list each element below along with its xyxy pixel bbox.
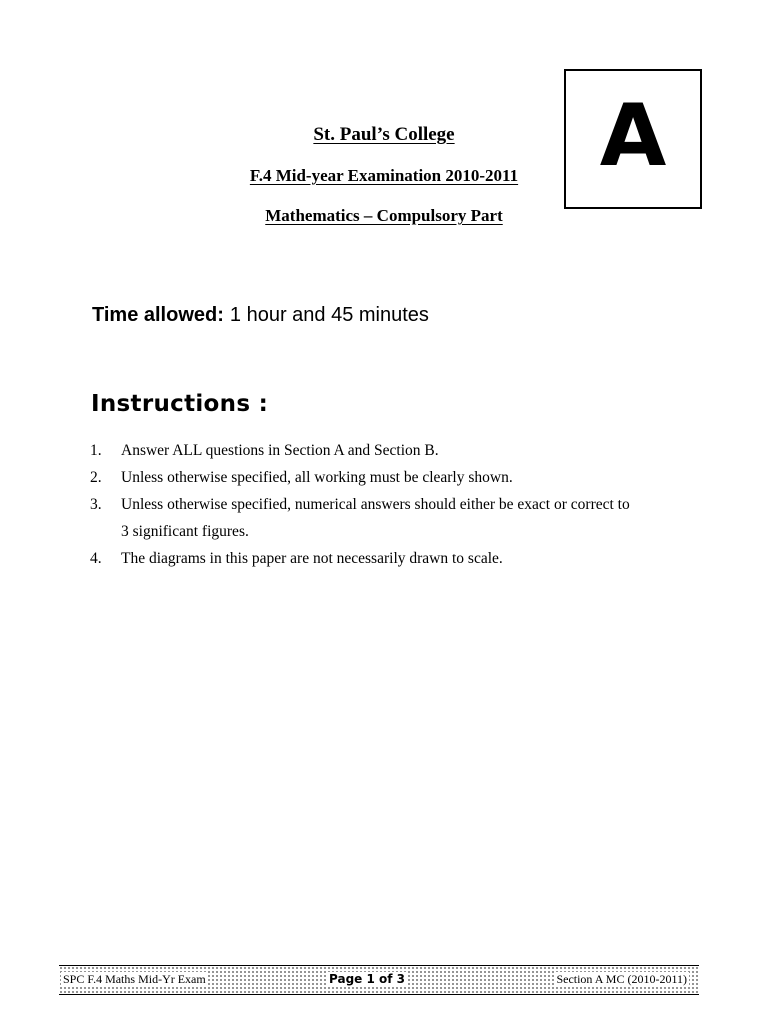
page-footer — [59, 965, 699, 995]
instruction-text: Unless otherwise specified, numerical answers should either be exact or correct to 3 significant figures. — [121, 496, 630, 540]
instruction-number: 1. — [90, 442, 102, 459]
exam-title: F.4 Mid-year Examination 2010-2011 — [249, 166, 519, 185]
instructions-list — [90, 437, 641, 572]
footer-page-number: Page 1 of 3 — [329, 972, 405, 986]
instruction-text: Unless otherwise specified, all working must be clearly shown. — [121, 469, 513, 486]
instruction-item — [90, 491, 641, 545]
school-name: St. Paul’s College — [313, 124, 455, 145]
time-allowed-value: 1 hour and 45 minutes — [229, 304, 429, 326]
instruction-item — [90, 545, 641, 572]
instruction-number: 4. — [90, 550, 102, 567]
subject-title: Mathematics – Compulsory Part — [265, 206, 503, 225]
instruction-text: Answer ALL questions in Section A and Section B. — [121, 442, 439, 459]
time-allowed — [92, 304, 429, 327]
time-allowed-label: Time allowed: — [92, 304, 224, 326]
instruction-item — [90, 464, 641, 491]
section-label: A — [599, 86, 667, 186]
instruction-item — [90, 437, 641, 464]
footer-course: SPC F.4 Maths Mid-Yr Exam — [63, 972, 206, 986]
instruction-number: 2. — [90, 469, 102, 486]
instruction-number: 3. — [90, 496, 102, 513]
instructions-heading: Instructions : — [91, 391, 269, 417]
instruction-text: The diagrams in this paper are not necessarily drawn to scale. — [121, 550, 503, 567]
footer-section: Section A MC (2010-2011) — [556, 972, 687, 986]
